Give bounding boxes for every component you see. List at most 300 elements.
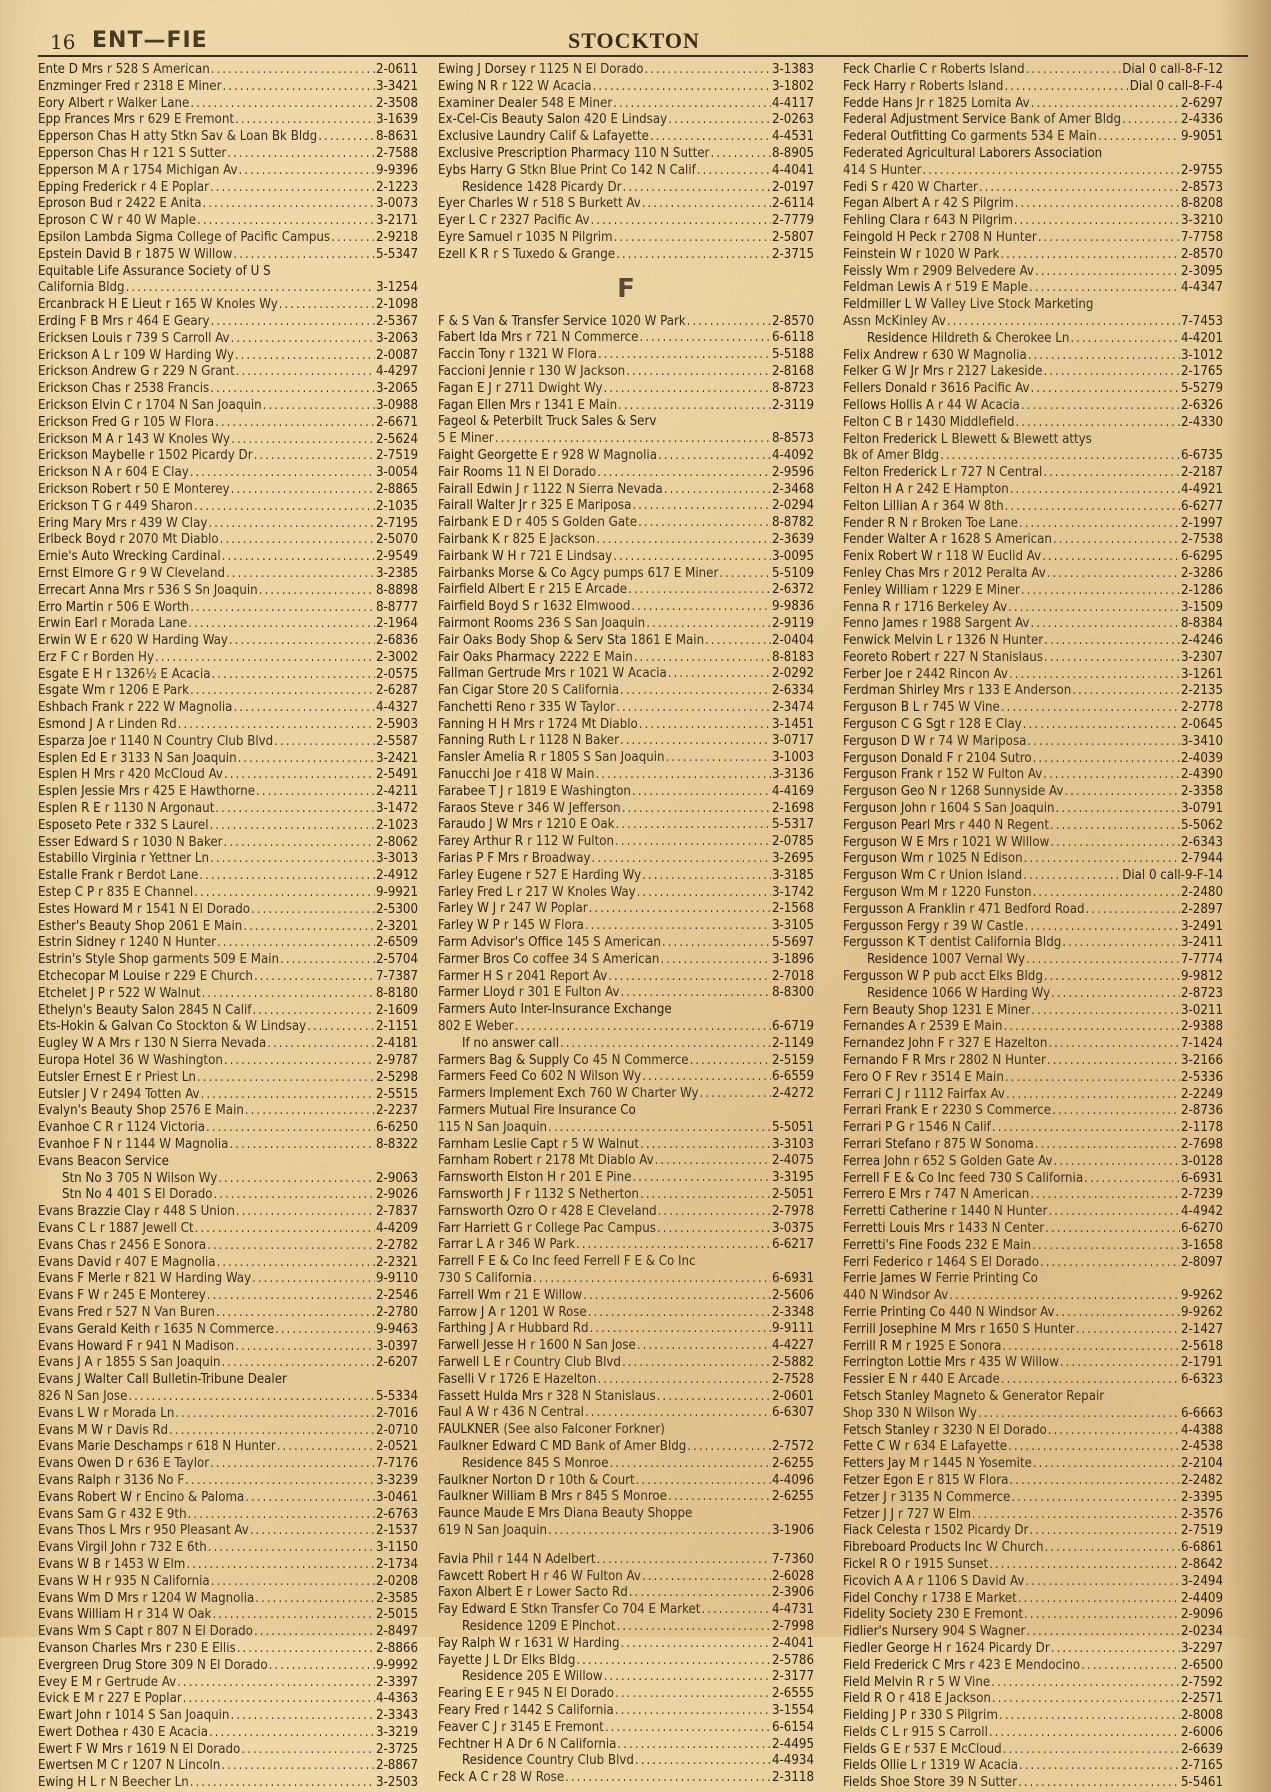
listing-entry xyxy=(38,1439,418,1456)
listing-entry xyxy=(38,398,418,415)
listing-name: Felton Frederick L xyxy=(843,431,948,447)
leader-dots xyxy=(226,566,375,583)
listing-phone: 4-4209 xyxy=(375,1220,418,1236)
listing-address: r 1624 Picardy Dr xyxy=(946,1640,1050,1656)
listing-name: Fedde Hans Jr xyxy=(843,95,925,111)
listing-name: Evey E M xyxy=(38,1674,93,1690)
listing-heading xyxy=(843,1271,1223,1288)
listing-entry xyxy=(438,834,814,851)
leader-dots xyxy=(224,1053,375,1070)
leader-dots xyxy=(576,1653,771,1670)
listing-name: Estabillo Virginia xyxy=(38,851,137,867)
listing-name: Ewing J Dorsey xyxy=(438,62,527,77)
leader-dots xyxy=(216,1305,375,1322)
leader-dots xyxy=(576,1237,771,1254)
listing-name: Esplen Jessie Mrs xyxy=(38,784,140,800)
listing-address: r 242 E Hampton xyxy=(907,481,1009,497)
listing-name: Fairbanks Morse & Co xyxy=(438,565,567,581)
leader-dots xyxy=(1010,482,1180,499)
listing-entry xyxy=(38,1070,418,1087)
listing-address: Bank of Amer Bldg xyxy=(1010,112,1122,128)
listing-phone: 2-4538 xyxy=(1180,1439,1223,1455)
listing-name: Evans Fred xyxy=(38,1304,103,1320)
listing-entry xyxy=(843,465,1223,482)
leader-dots xyxy=(236,364,375,381)
listing-address: r 328 N Stanislaus xyxy=(547,1388,656,1404)
listing-continuation xyxy=(38,1389,418,1406)
leader-dots xyxy=(605,1720,771,1737)
listing-entry xyxy=(438,969,814,986)
listing-entry xyxy=(38,415,418,432)
listing-entry xyxy=(38,1574,418,1591)
listing-name: Fairall Edwin J xyxy=(438,481,520,497)
listing-phone: 2-4211 xyxy=(375,784,418,800)
listing-phone: 2-2571 xyxy=(1180,1691,1223,1707)
listing-phone: 2-0294 xyxy=(771,498,814,514)
listing-address: r 527 N Van Buren xyxy=(106,1304,215,1320)
listing-address: r 1125 N El Dorado xyxy=(530,62,644,77)
leader-dots xyxy=(622,1355,771,1372)
listing-heading xyxy=(438,414,814,431)
listing-phone: 2-8865 xyxy=(375,481,418,497)
leader-dots xyxy=(640,1137,771,1154)
leader-dots xyxy=(183,1691,375,1708)
listing-phone: 9-9111 xyxy=(771,1321,814,1337)
leader-dots xyxy=(687,1439,771,1456)
listing-address: r 9 W Cleveland xyxy=(130,565,226,581)
listing-entry xyxy=(38,1087,418,1104)
listing-entry xyxy=(38,1238,418,1255)
listing-name: Evans W H xyxy=(38,1573,102,1589)
listing-name: Fanchetti Reno xyxy=(438,699,526,715)
listing-name: Ferrell F E & Co Inc xyxy=(843,1170,956,1186)
listing-name: Esther's Beauty Shop xyxy=(38,918,165,934)
leader-dots xyxy=(1025,919,1180,936)
leader-dots xyxy=(1031,381,1180,398)
leader-dots xyxy=(989,1557,1180,1574)
listing-name: Ferrill R M xyxy=(843,1338,902,1354)
listing-phone: 2-5298 xyxy=(375,1069,418,1085)
leader-dots xyxy=(999,1708,1180,1725)
listing-entry xyxy=(843,1120,1223,1137)
listing-address: r 152 W Fulton Av xyxy=(937,767,1043,783)
listing-name: Eory Albert xyxy=(38,95,105,111)
listing-entry xyxy=(843,1204,1223,1221)
listing-name: Etchecopar M Louise xyxy=(38,969,161,985)
listing-entry xyxy=(843,717,1223,734)
listing-address: r Encino & Paloma xyxy=(136,1489,245,1505)
leader-dots xyxy=(638,515,771,532)
listing-address: r 1014 S San Joaquin xyxy=(105,1708,230,1724)
listing-phone: 2-3906 xyxy=(771,1585,814,1601)
listing-address: Stockton & W Lindsay xyxy=(176,1019,307,1035)
listing-address: r 1875 W Willow xyxy=(135,246,233,262)
listing-entry xyxy=(38,566,418,583)
leader-dots xyxy=(318,129,375,146)
listing-entry xyxy=(38,1507,418,1524)
listing-entry xyxy=(438,566,814,583)
leader-dots xyxy=(991,1675,1180,1692)
listing-entry xyxy=(843,247,1223,264)
listing-entry xyxy=(38,1473,418,1490)
listing-address: r 420 W Charter xyxy=(882,179,978,195)
listing-entry xyxy=(38,1758,418,1775)
listing-entry xyxy=(438,1036,814,1053)
leader-dots xyxy=(1052,1103,1180,1120)
leader-dots xyxy=(1038,230,1180,247)
listing-name: Farnham Leslie Capt xyxy=(438,1136,559,1152)
listing-address: r 1144 W Magnolia xyxy=(116,1137,229,1152)
listing-phone: 2-1023 xyxy=(375,817,418,833)
listing-phone: 3-2503 xyxy=(375,1775,418,1791)
listing-address: r 1112 Fairfax Av xyxy=(904,1086,1005,1102)
listing-name: Farmer Bros Co xyxy=(438,951,529,967)
listing-name: Ets-Hokin & Galvan Co xyxy=(38,1019,173,1035)
listing-address: r 229 E Church xyxy=(164,969,253,985)
leader-dots xyxy=(1029,1523,1180,1540)
listing-address: r Country Club Blvd xyxy=(505,1354,621,1370)
listing-phone: 2-1791 xyxy=(1180,1355,1223,1371)
leader-dots xyxy=(1072,683,1180,700)
leader-dots xyxy=(224,835,375,852)
listing-phone: 3-1802 xyxy=(771,78,814,94)
listing-entry xyxy=(438,482,814,499)
listing-address: r 327 E Hazelton xyxy=(948,1036,1048,1052)
listing-address: 11 N El Dorado xyxy=(506,464,597,480)
listing-name: Feck Harry xyxy=(843,78,907,94)
listing-entry xyxy=(38,935,418,952)
listing-entry xyxy=(38,633,418,650)
listing-address: 904 S Wagner xyxy=(942,1624,1026,1640)
leader-dots xyxy=(701,1602,771,1619)
listing-phone: 2-5070 xyxy=(375,532,418,548)
leader-dots xyxy=(1009,1473,1180,1490)
leader-dots xyxy=(218,1171,375,1188)
listing-entry xyxy=(438,112,814,129)
listing-name: Evans Howard F xyxy=(38,1338,134,1354)
listing-phone: 7-1424 xyxy=(1180,1036,1223,1052)
listing-entry xyxy=(438,1653,814,1670)
listing-phone: 2-3348 xyxy=(771,1304,814,1320)
listing-name: Federal Outfitting Co xyxy=(843,129,967,145)
leader-dots xyxy=(622,801,771,818)
listing-phone: 2-2546 xyxy=(375,1288,418,1304)
listing-heading xyxy=(38,1154,418,1171)
listing-phone: 2-6509 xyxy=(375,935,418,951)
listing-name: Evans Sam G xyxy=(38,1506,117,1522)
listing-address: r 332 S Laurel xyxy=(125,817,209,833)
listing-entry xyxy=(438,1405,814,1422)
leader-dots xyxy=(210,851,375,868)
listing-address: 1428 Picardy Dr xyxy=(526,179,622,195)
listing-name: Residence xyxy=(462,179,523,195)
listing-entry xyxy=(38,1406,418,1423)
listing-phone: 9-9396 xyxy=(375,162,418,178)
listing-phone: 6-6735 xyxy=(1180,448,1223,464)
listing-phone: 6-6250 xyxy=(375,1120,418,1136)
listing-phone: 6-6295 xyxy=(1180,549,1223,565)
listing-address: r 527 E Harding Wy xyxy=(525,867,642,883)
listing-name: Epping Frederick xyxy=(38,179,137,195)
listing-name: Errecart Anna Mrs xyxy=(38,582,145,598)
listing-entry xyxy=(38,600,418,617)
listing-entry xyxy=(843,549,1223,566)
listing-phone: 6-6154 xyxy=(771,1719,814,1735)
listing-address: r 2539 E Main xyxy=(920,1019,1003,1035)
listing-entry xyxy=(38,381,418,398)
listing-phone: 8-8384 xyxy=(1180,616,1223,632)
listing-entry xyxy=(438,381,814,398)
leader-dots xyxy=(613,96,771,113)
listing-name: Esparza Joe xyxy=(38,733,107,749)
listing-heading xyxy=(438,1002,814,1019)
listing-name: Erickson Maybelle xyxy=(38,448,146,464)
listing-heading xyxy=(438,1422,814,1439)
listing-name: Residence xyxy=(867,985,928,1001)
listing-name: Feissly Wm xyxy=(843,263,910,279)
leader-dots xyxy=(690,1053,771,1070)
listing-entry xyxy=(438,1753,814,1770)
listing-entry xyxy=(843,600,1223,617)
listing-address: r 1140 N Country Club Blvd xyxy=(110,733,274,749)
listing-address: College of Pacific Campus xyxy=(177,229,331,245)
listing-entry xyxy=(438,1338,814,1355)
leader-dots xyxy=(615,1703,771,1720)
listing-address: 2576 E Main xyxy=(170,1103,244,1119)
listing-phone: 8-8300 xyxy=(771,985,814,1001)
listing-phone: 2-1537 xyxy=(375,1523,418,1539)
listing-entry xyxy=(843,129,1223,146)
leader-dots xyxy=(616,247,771,264)
listing-entry xyxy=(843,1725,1223,1742)
leader-dots xyxy=(593,79,771,96)
listing-address: r 245 E Monterey xyxy=(103,1288,206,1304)
listing-name: Examiner Dealer xyxy=(438,95,538,111)
leader-dots xyxy=(220,532,375,549)
listing-entry xyxy=(38,818,418,835)
listing-name: Farley Eugene xyxy=(438,867,522,883)
listing-entry xyxy=(438,717,814,734)
listing-name: Farmer H S xyxy=(438,968,504,984)
listing-address: r 130 N Sierra Nevada xyxy=(134,1036,267,1052)
listing-phone: 2-7779 xyxy=(771,213,814,229)
listing-address: (See also Falconer Forkner) xyxy=(503,1422,665,1438)
listing-address: r 1240 N Hunter xyxy=(120,935,217,951)
listing-address: 309 N El Dorado xyxy=(170,1657,268,1673)
listing-name: Feck Charlie C xyxy=(843,62,928,77)
leader-dots xyxy=(632,784,771,801)
leader-dots xyxy=(1021,398,1180,415)
listing-address: r 2538 Francis xyxy=(125,381,210,397)
listing-entry xyxy=(843,280,1223,297)
listing-name: Erlbeck Boyd xyxy=(38,532,116,548)
listing-address: feed 730 S California xyxy=(959,1170,1084,1186)
listing-phone: 4-4531 xyxy=(771,129,814,145)
listing-name: Fearing E E xyxy=(438,1686,505,1702)
listing-address: 232 E Main xyxy=(965,1237,1032,1253)
listing-address: 230 E Fremont xyxy=(936,1607,1024,1623)
listing-entry xyxy=(843,1070,1223,1087)
listing-name: Felton Lillian A xyxy=(843,498,930,514)
listing-address: r 418 E Jackson xyxy=(899,1691,991,1707)
leader-dots xyxy=(616,817,771,834)
listing-name: Ezell K R xyxy=(438,246,490,262)
listing-phone: 6-6931 xyxy=(771,1270,814,1286)
leader-dots xyxy=(591,213,771,230)
listing-name: Fernando F R Mrs xyxy=(843,1053,946,1069)
listing-address: r 2494 Totten Av xyxy=(102,1086,200,1102)
listing-name: Epperson Chas H xyxy=(38,145,140,161)
listing-address: r 1321 W Flora xyxy=(509,347,597,363)
header-rule xyxy=(38,55,1248,57)
leader-dots xyxy=(195,1221,375,1238)
listing-entry xyxy=(438,364,814,381)
leader-dots xyxy=(188,1507,375,1524)
leader-dots xyxy=(222,79,374,96)
listing-name: Residence xyxy=(462,1753,523,1769)
listing-entry xyxy=(843,62,1223,79)
listing-address: 602 N Wilson Wy xyxy=(540,1069,642,1085)
listing-address: r 1724 Mt Diablo xyxy=(538,716,638,732)
listing-name: Faraudo J W Mrs xyxy=(438,817,534,833)
leader-dots xyxy=(614,230,771,247)
listing-name: Fansler Amelia R xyxy=(438,750,537,766)
leader-dots xyxy=(194,499,375,516)
listing-phone: 4-4117 xyxy=(771,95,814,111)
listing-phone: 2-1609 xyxy=(375,1002,418,1018)
listing-address: r 536 S Sn Joaquin xyxy=(148,582,258,598)
listing-name: Fetters Jay M xyxy=(843,1456,920,1472)
listing-name: Estrin Sidney xyxy=(38,935,116,951)
listing-phone: 2-1427 xyxy=(1180,1321,1223,1337)
listing-address: r Priest Ln xyxy=(136,1069,196,1085)
listing-phone: 3-3421 xyxy=(375,78,418,94)
listing-phone: 5-5317 xyxy=(771,817,814,833)
listing-address: r 519 E Maple xyxy=(946,280,1029,296)
listing-entry xyxy=(843,1742,1223,1759)
listing-name: Esgate E H xyxy=(38,666,103,682)
listing-address: r 636 E Taylor xyxy=(128,1456,210,1472)
listing-phone: 3-0397 xyxy=(375,1338,418,1354)
listing-phone: 2-1734 xyxy=(375,1556,418,1572)
listing-phone: 8-8208 xyxy=(1180,196,1223,212)
listing-phone: 3-0128 xyxy=(1180,1153,1223,1169)
listing-phone: 2-4336 xyxy=(1180,112,1223,128)
leader-dots xyxy=(254,1624,375,1641)
listing-name: Ferguson John xyxy=(843,801,927,817)
listing-name: Fergusson A Franklin xyxy=(843,901,966,917)
listing-name: Epstein David B xyxy=(38,246,132,262)
leader-dots xyxy=(589,901,771,918)
listing-name: Ewert F W Mrs xyxy=(38,1741,124,1757)
listing-entry xyxy=(843,79,1223,96)
listing-address: r 1464 S El Dorado xyxy=(927,1254,1039,1270)
listing-address: 619 N San Joaquin xyxy=(438,1522,548,1538)
listing-address: r 727 W Elm xyxy=(898,1506,971,1522)
listing-entry xyxy=(843,1473,1223,1490)
listing-address: r 1030 N Baker xyxy=(133,834,223,850)
listing-name: Residence xyxy=(462,1618,523,1634)
listing-phone: 9-9110 xyxy=(375,1271,418,1287)
listing-entry xyxy=(438,851,814,868)
leader-dots xyxy=(1005,1070,1180,1087)
listing-address: r 1541 N El Dorado xyxy=(136,901,251,917)
listing-address: 45 N Commerce xyxy=(592,1052,689,1068)
leader-dots xyxy=(1023,868,1121,885)
listing-name: Faunce Maude E Mrs xyxy=(438,1506,560,1522)
listing-address: r 335 W Taylor xyxy=(529,699,616,715)
listing-address: r 1805 S San Joaquin xyxy=(540,750,665,766)
listing-name: Fern Beauty Shop xyxy=(843,1002,948,1018)
listing-address: r 745 W Vine xyxy=(923,700,1000,716)
leader-dots xyxy=(1031,96,1180,113)
leader-dots xyxy=(241,1742,375,1759)
leader-dots xyxy=(275,1322,375,1339)
listing-name: Ferrie James W xyxy=(843,1271,932,1287)
listing-address: r 112 W Fulton xyxy=(527,834,615,850)
listing-name: Esser Edward S xyxy=(38,834,130,850)
listing-phone: 6-6559 xyxy=(771,1069,814,1085)
listing-address: r 407 E Magnolia xyxy=(115,1254,216,1270)
listing-name: Evanhoe F N xyxy=(38,1137,113,1152)
leader-dots xyxy=(565,1770,771,1787)
listing-name: Fergusson Fergy xyxy=(843,918,940,934)
leader-dots xyxy=(548,1120,771,1137)
listing-entry xyxy=(38,683,418,700)
listing-address: r 1754 Michigan Av xyxy=(123,162,238,178)
listing-entry xyxy=(38,1003,418,1020)
leader-dots xyxy=(1001,1372,1180,1389)
leader-dots xyxy=(1043,364,1180,381)
listing-entry xyxy=(438,817,814,834)
listing-entry xyxy=(38,1355,418,1372)
listing-address: r 1326 N Hunter xyxy=(947,633,1044,649)
listing-entry xyxy=(843,633,1223,650)
leader-dots xyxy=(634,650,771,667)
listing-address: 1231 E Miner xyxy=(951,1002,1031,1018)
listing-address: r 1738 E Market xyxy=(922,1590,1017,1606)
listing-phone: 2-1151 xyxy=(375,1019,418,1035)
leader-dots xyxy=(233,700,375,717)
listing-address: Ferrie Printing Co xyxy=(935,1271,1038,1287)
leader-dots xyxy=(1045,1221,1180,1238)
listing-address: r 2708 N Hunter xyxy=(940,229,1037,245)
listing-name: Erro Martin xyxy=(38,599,104,615)
leader-dots xyxy=(1062,935,1180,952)
listing-entry xyxy=(843,482,1223,499)
listing-address: r 1635 N Commerce xyxy=(154,1321,274,1337)
leader-dots xyxy=(989,1725,1180,1742)
listing-address: r 634 E Lafayette xyxy=(904,1439,1008,1455)
listing-name: Fenley William xyxy=(843,582,929,598)
listing-phone: 2-5515 xyxy=(375,1086,418,1102)
listing-phone: 2-2778 xyxy=(1180,700,1223,716)
listing-address: r 5 W Vine xyxy=(928,1674,991,1690)
leader-dots xyxy=(201,1087,375,1104)
listing-entry xyxy=(438,129,814,146)
directory-column-3 xyxy=(843,62,1223,1792)
leader-dots xyxy=(658,1204,771,1221)
listing-address: r 2041 Report Av xyxy=(507,968,608,984)
leader-dots xyxy=(1076,1322,1180,1339)
listing-entry xyxy=(38,1725,418,1742)
listing-entry xyxy=(843,364,1223,381)
listing-entry xyxy=(843,1540,1223,1557)
listing-entry xyxy=(843,1221,1223,1238)
leader-dots xyxy=(632,1170,771,1187)
listing-entry xyxy=(38,868,418,885)
listing-entry xyxy=(38,835,418,852)
